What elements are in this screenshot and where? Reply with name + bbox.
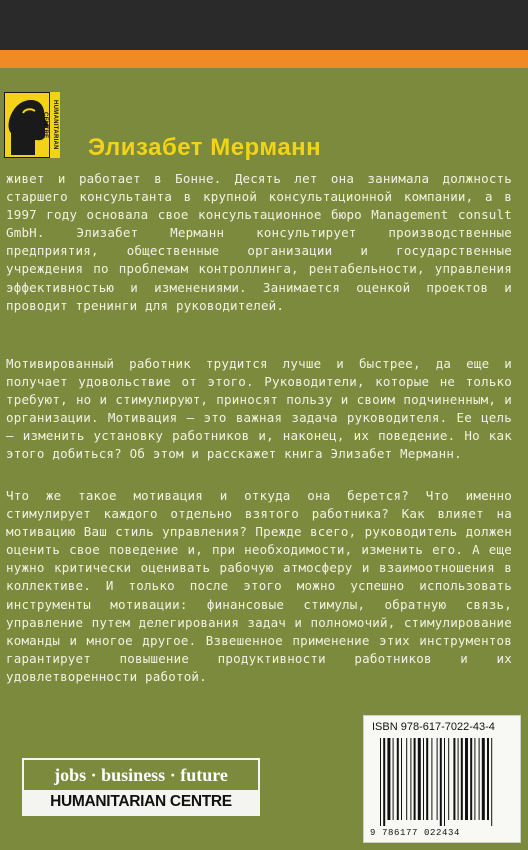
series-logo (22, 758, 260, 816)
orange-stripe (0, 50, 528, 68)
isbn-sticker (363, 715, 521, 843)
barcode-icon (378, 738, 508, 826)
series-slogan: jobs · business · future (54, 765, 228, 785)
description-paragraph: Мотивированный работник трудится лучше и быстрее, да еще и получает удовольствие от этого. Руководители, которые не только требуют, но и стимулируют, приносят пользу и своим подчиненным, и организации. Мотивация – это важная задача руководителя. Ее цель – изменить установку работников и, наконец, их поведение. Но как этого добиться? Об этом и расскажет книга Элизабет Мерманн. (6, 356, 512, 462)
series-publisher: HUMANITARIAN CENTRE (24, 790, 258, 814)
description-paragraph: Что же такое мотивация и откуда она берется? Что именно стимулирует каждого отдельно взятого работника? Как влияет на мотивацию Ваш стиль управления? Прежде всего, руководитель должен оценить свое поведение и, при необходимости, изменить его. А еще нужно критически оценивать рабочую атмосферу и взаимоотношения в коллективе. И только после этого можно успешно использовать инструменты мотивации: финансовые стимулы, обратную связь, управление путем делегирования задач и полномочий, стимулирование команды и многое другое. Взвешенное применение этих инструментов гарантирует повышение продуктивности работников и их удовлетворенности работой. (6, 488, 512, 684)
isbn-digits: 9 786177 022434 (370, 828, 461, 838)
publisher-logo-text: HUMANITARIAN CENTRE (50, 92, 60, 158)
author-bio: живет и работает в Бонне. Десять лет она занимала должность старшего консультанта в крупной консультационной компании, а в 1997 году основала свое консультационное бюро Management consult GmbH. Элизабет Мерманн консультирует производственные предприятия, общественные организации и государственные учреждения по проблемам контроллинга, рентабельности, управления эффективностью и изменениями. Занимается оценкой проектов и проводит тренинги для руководителей. (6, 171, 512, 313)
top-dark-band (0, 0, 528, 50)
isbn-label: ISBN 978-617-7022-43-4 (372, 721, 495, 733)
author-name: Элизабет Мерманн (88, 134, 322, 161)
